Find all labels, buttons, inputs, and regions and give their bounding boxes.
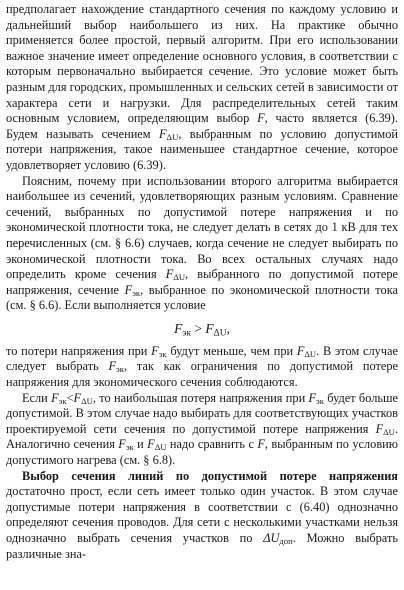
symbol-F-dU xyxy=(297,344,316,358)
symbol-F-dU xyxy=(166,267,185,281)
formula-subscript-dU: ΔU xyxy=(213,328,227,339)
paragraph-4-text-d: . Аналогично сечения xyxy=(6,421,398,452)
symbol-subscript-dU: ΔU xyxy=(166,131,179,142)
symbol-F: F xyxy=(257,437,265,452)
symbol-F-base: F xyxy=(296,343,305,358)
paragraph-1-text-a: предполагает нахождение стандартного сечения по каждому условию и дальнейший выбор наибольшего из них. На практике обычно применяется более простой, первый алгоритм. При его использовании важное значение имеет определение основного условия, в соответствии с которым первоначально выбирается сечение. Это условие может быть разным для городских, промышленных и сельских сетей в зависимости от характера сети и нагрузки. Для распределительных сетей таким основным условием, определяющим выбор xyxy=(6,2,398,126)
paragraph-2 xyxy=(6,174,398,314)
paragraph-4-text-b: , то наибольшая потеря напряжения при xyxy=(92,390,309,405)
symbol-subscript-dU: ΔU xyxy=(383,427,395,437)
paragraph-4-text-c: будет больше допустимой. В этом случае надо выбирать для соответствующих участков проектируемой сети сечения по допустимой потере напряжения xyxy=(6,390,398,436)
paragraph-3-text-b: будут меньше, чем при xyxy=(166,343,297,358)
symbol-subscript-ek: эк xyxy=(58,395,67,406)
paragraph-4-text-e: и xyxy=(133,437,148,452)
formula-condition xyxy=(6,320,398,338)
paragraph-2-text-a: Поясним, почему при использовании второго алгоритма выбирается наибольшее из сечений, удовлетворяющих разным условиям. Сравнение сечений, выбранных по допустимой потере напряжения и по экономической плотности тока, не следует делать в сетях до 1 кВ для тех перечисленных (см. § 6.6) случаев, когда сечение не следует выбирать по экономической плотности тока. Во всех остальных случаях надо определить кроме сечения xyxy=(6,173,398,282)
symbol-subscript-dop: доп xyxy=(279,536,293,547)
paragraph-1-text-b: , часто является (6.39). Будем называть сечением xyxy=(6,111,398,141)
symbol-subscript-ek: эк xyxy=(316,395,324,406)
symbol-subscript-dU: ΔU xyxy=(154,442,167,453)
paragraph-3 xyxy=(6,344,398,391)
symbol-lt-sign: < xyxy=(66,390,74,405)
paragraph-1 xyxy=(6,2,398,174)
symbol-F-dU xyxy=(147,437,166,451)
symbol-dU-dop xyxy=(263,531,293,545)
symbol-F-dU xyxy=(159,127,178,141)
symbol-F-dU xyxy=(376,422,395,436)
symbol-subscript-dU: ΔU xyxy=(304,349,317,360)
paragraph-5 xyxy=(6,469,398,563)
paragraph-3-text-d: , так как ограничения по допустимой потере напряжения для экономического сечения соблюдаются. xyxy=(6,359,399,390)
symbol-F-ek xyxy=(309,391,324,405)
symbol-F: F xyxy=(257,111,265,126)
formula-F-right: F xyxy=(205,320,214,336)
paragraph-5-text-b: . Можно выбрать различные зна- xyxy=(6,531,398,561)
symbol-subscript-ek: эк xyxy=(158,349,167,360)
symbol-F-ek xyxy=(125,283,140,297)
symbol-F-base: F xyxy=(147,437,155,452)
symbol-F-base: F xyxy=(124,282,133,297)
paragraph-4-text-g: , выбранным по условию допустимого нагрева (см. § 6.8). xyxy=(6,437,398,468)
paragraph-1-text-c: , выбранным по условию допустимой потери напряжения, такое наименьшее стандартное сечение, которое удовлетворяет условию (6.39). xyxy=(6,126,398,172)
symbol-F-base: F xyxy=(308,390,317,405)
symbol-subscript-ek: эк xyxy=(116,364,124,375)
symbol-subscript-ek: эк xyxy=(125,442,134,453)
symbol-F-ek xyxy=(118,437,133,451)
formula-subscript-ek: эк xyxy=(182,328,191,339)
paragraph-4-text-a: Если xyxy=(22,390,52,405)
formula-F-left: F xyxy=(174,320,183,336)
symbol-F-base: F xyxy=(165,267,174,282)
paragraph-2-text-b: , выбранного по допустимой потере напряжения, сечение xyxy=(6,267,398,297)
symbol-F-base: F xyxy=(108,359,117,374)
formula-gt-sign: > xyxy=(194,320,202,336)
symbol-F-ek xyxy=(51,391,66,405)
paragraph-3-text-a: то потери напряжения при xyxy=(6,343,152,358)
symbol-subscript-dU: ΔU xyxy=(81,395,93,406)
paragraph-5-text-a: достаточно прост, если сеть имеет только один участок. В этом случае допустимые потери напряжения в соответствии с (6.40) однозначно определяют сечения проводов. Для сети с несколькими участками нельзя однозначно выбрать сечения участков по xyxy=(6,484,398,545)
symbol-F-ek xyxy=(108,359,123,373)
paragraph-5-bold-heading: Выбор сечения линий по допустимой потере напряжения xyxy=(22,468,398,483)
symbol-F-base: F xyxy=(118,437,126,452)
paragraph-4 xyxy=(6,391,398,469)
symbol-F-base: F xyxy=(158,126,167,141)
paragraph-3-text-c: . В этом случае следует выбрать xyxy=(6,343,398,374)
symbol-F-base: F xyxy=(73,390,82,405)
symbol-dU-base: ΔU xyxy=(263,531,280,545)
book-page xyxy=(6,2,398,562)
symbol-F-ek xyxy=(151,344,166,358)
symbol-F-base: F xyxy=(51,390,59,405)
paragraph-2-text-c: , выбранное по экономической плотности тока (см. § 6.6). Если выполняется условие xyxy=(6,282,398,313)
symbol-subscript-ek: эк xyxy=(132,287,141,298)
symbol-F-dU xyxy=(74,391,93,405)
paragraph-4-text-f: надо сравнить с xyxy=(166,437,258,452)
symbol-F-base: F xyxy=(375,421,384,436)
symbol-F-base: F xyxy=(151,343,159,358)
symbol-subscript-dU: ΔU xyxy=(173,272,186,283)
formula-comma: , xyxy=(226,320,230,336)
